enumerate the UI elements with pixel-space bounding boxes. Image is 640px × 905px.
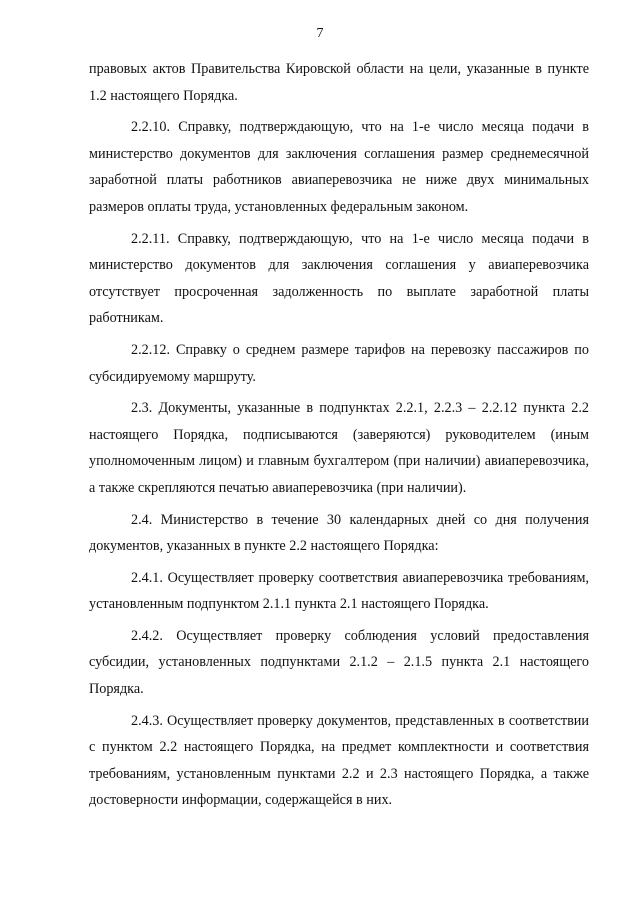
paragraph-2-4-1: 2.4.1. Осуществляет проверку соответствия авиаперевозчика требованиям, установленным подпунктом 2.1.1 пункта 2.1 настоящего Порядка. [89,569,589,613]
paragraph-2-3: 2.3. Документы, указанные в подпунктах 2.2.1, 2.2.3 – 2.2.12 пункта 2.2 настоящего Порядка, подписываются (заверяются) руководителем (иным уполномоченным лицом) и главным бухгалтером (при наличии) авиаперевозчика, а также скрепляются печатью авиаперевозчика (при наличии). [89,400,589,496]
paragraph-2-2-11: 2.2.11. Справку, подтверждающую, что на 1-е число месяца подачи в министерство документов для заключения соглашения у авиаперевозчика отсутствует просроченная задолженность по выплате заработной платы работникам. [89,230,589,327]
page-number: 7 [316,26,324,41]
paragraph-2-4-2: 2.4.2. Осуществляет проверку соблюдения условий предоставления субсидии, установленных подпунктами 2.1.2 – 2.1.5 пункта 2.1 настоящего Порядка. [89,627,589,698]
paragraph-2-2-10: 2.2.10. Справку, подтверждающую, что на 1-е число месяца подачи в министерство документов для заключения соглашения размер среднемесячной заработной платы работников авиаперевозчика не ниже двух минимальных размеров оплаты труда, установленных федеральным законом. [89,119,589,215]
paragraph-2-2-12: 2.2.12. Справку о среднем размере тарифов на перевозку пассажиров по субсидируемому маршруту. [89,341,589,385]
paragraph-2-4: 2.4. Министерство в течение 30 календарных дней со дня получения документов, указанных в пункте 2.2 настоящего Порядка: [89,511,589,555]
paragraph-2-4-3: 2.4.3. Осуществляет проверку документов, представленных в соответствии с пунктом 2.2 настоящего Порядка, на предмет комплектности и соответствия требованиям, установленным пунктами 2.2 и 2.3 настоящего Порядка, а также достоверности информации, содержащейся в них. [89,712,589,809]
paragraph-continuation: правовых актов Правительства Кировской области на цели, указанные в пункте 1.2 настоящего Порядка. [89,61,589,104]
document-body [89,56,589,819]
